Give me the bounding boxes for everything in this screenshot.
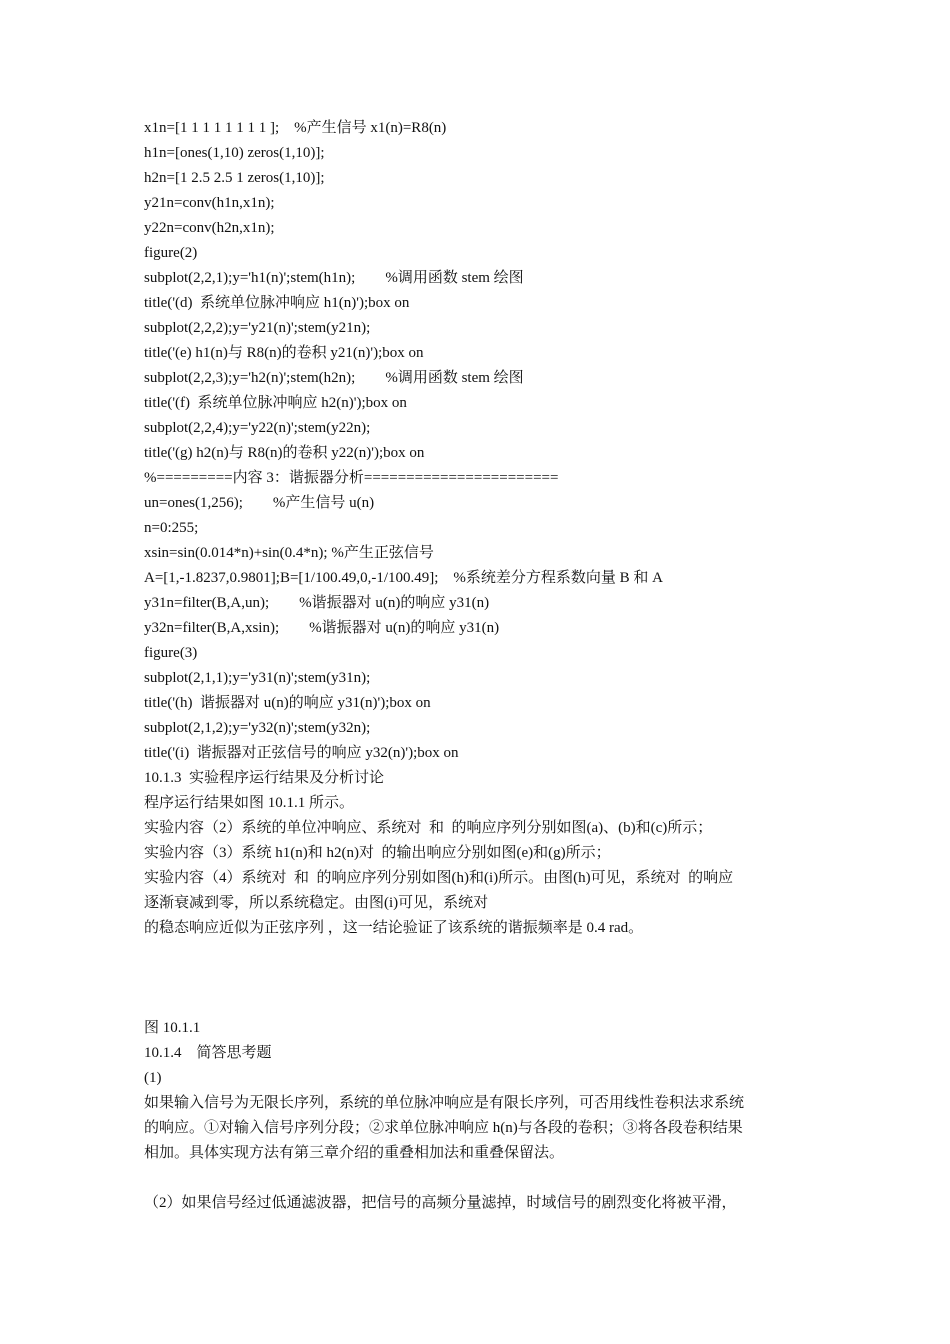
code-line-title-e: title('(e) h1(n)与 R8(n)的卷积 y21(n)');box on	[144, 345, 424, 361]
code-line-xsin: xsin=sin(0.014*n)+sin(0.4*n); %产生正弦信号	[144, 545, 434, 561]
code-line-y21n: y21n=conv(h1n,x1n);	[144, 195, 275, 211]
paragraph-line: 如果输入信号为无限长序列，系统的单位脉冲响应是有限长序列，可否用线性卷积法求系统	[144, 1095, 745, 1111]
code-line-y32n: y32n=filter(B,A,xsin); %谐振器对 u(n)的响应 y31(n)	[144, 620, 500, 636]
code-line-un: un=ones(1,256); %产生信号 u(n)	[144, 495, 375, 511]
code-line-subplot-211: subplot(2,1,1);y='y31(n)';stem(y31n);	[144, 670, 371, 686]
paragraph-line: 实验内容（3）系统 h1(n)和 h2(n)对 的输出响应分别如图(e)和(g)所示；	[144, 845, 611, 861]
section-heading-10-1-3: 10.1.3 实验程序运行结果及分析讨论	[144, 770, 385, 786]
code-line-subplot-223: subplot(2,2,3);y='h2(n)';stem(h2n); %调用函数 stem 绘图	[144, 370, 524, 386]
paragraph-line: 的稳态响应近似为正弦序列 ，这一结论验证了该系统的谐振频率是 0.4 rad。	[144, 920, 644, 936]
paragraph-line: 实验内容（4）系统对 和 的响应序列分别如图(h)和(i)所示。由图(h)可见，系统对 的响应	[144, 870, 734, 886]
code-line-title-d: title('(d) 系统单位脉冲响应 h1(n)');box on	[144, 295, 410, 311]
code-line-y22n: y22n=conv(h2n,x1n);	[144, 220, 275, 236]
code-line-subplot-212: subplot(2,1,2);y='y32(n)';stem(y32n);	[144, 720, 371, 736]
figure-caption: 图 10.1.1	[144, 1020, 201, 1036]
paragraph-line: 逐渐衰减到零，所以系统稳定。由图(i)可见，系统对	[144, 895, 489, 911]
section-heading-10-1-4: 10.1.4 简答思考题	[144, 1045, 272, 1061]
paragraph-line: 的响应。①对输入信号序列分段；②求单位脉冲响应 h(n)与各段的卷积；③将各段卷积结果	[144, 1120, 743, 1136]
code-line-subplot-224: subplot(2,2,4);y='y22(n)';stem(y22n);	[144, 420, 371, 436]
code-line-h1n: h1n=[ones(1,10) zeros(1,10)];	[144, 145, 325, 161]
code-line-section-3: %=========内容 3：谐振器分析=======================	[144, 470, 559, 486]
code-line-x1n: x1n=[1 1 1 1 1 1 1 1 ]; %产生信号 x1(n)=R8(n)	[144, 120, 447, 136]
paragraph-line: 相加。具体实现方法有第三章介绍的重叠相加法和重叠保留法。	[144, 1145, 565, 1161]
paragraph-line: 程序运行结果如图 10.1.1 所示。	[144, 795, 355, 811]
code-line-subplot-221: subplot(2,2,1);y='h1(n)';stem(h1n); %调用函数 stem 绘图	[144, 270, 524, 286]
code-line-subplot-222: subplot(2,2,2);y='y21(n)';stem(y21n);	[144, 320, 371, 336]
code-line-figure2: figure(2)	[144, 245, 198, 261]
code-line-y31n: y31n=filter(B,A,un); %谐振器对 u(n)的响应 y31(n)	[144, 595, 490, 611]
code-line-title-g: title('(g) h2(n)与 R8(n)的卷积 y22(n)');box on	[144, 445, 425, 461]
paragraph-line: 实验内容（2）系统的单位冲响应、系统对 和 的响应序列分别如图(a)、(b)和(c)所示；	[144, 820, 713, 836]
question-number: (1)	[144, 1070, 162, 1086]
code-line-title-f: title('(f) 系统单位脉冲响应 h2(n)');box on	[144, 395, 407, 411]
code-line-n: n=0:255;	[144, 520, 199, 536]
code-line-title-i: title('(i) 谐振器对正弦信号的响应 y32(n)');box on	[144, 745, 459, 761]
code-line-figure3: figure(3)	[144, 645, 198, 661]
paragraph-line: （2）如果信号经过低通滤波器，把信号的高频分量滤掉，时域信号的剧烈变化将被平滑，	[144, 1195, 737, 1211]
code-line-coefficients: A=[1,-1.8237,0.9801];B=[1/100.49,0,-1/100.49]; %系统差分方程系数向量 B 和 A	[144, 570, 663, 586]
code-line-h2n: h2n=[1 2.5 2.5 1 zeros(1,10)];	[144, 170, 325, 186]
code-line-title-h: title('(h) 谐振器对 u(n)的响应 y31(n)');box on	[144, 695, 431, 711]
